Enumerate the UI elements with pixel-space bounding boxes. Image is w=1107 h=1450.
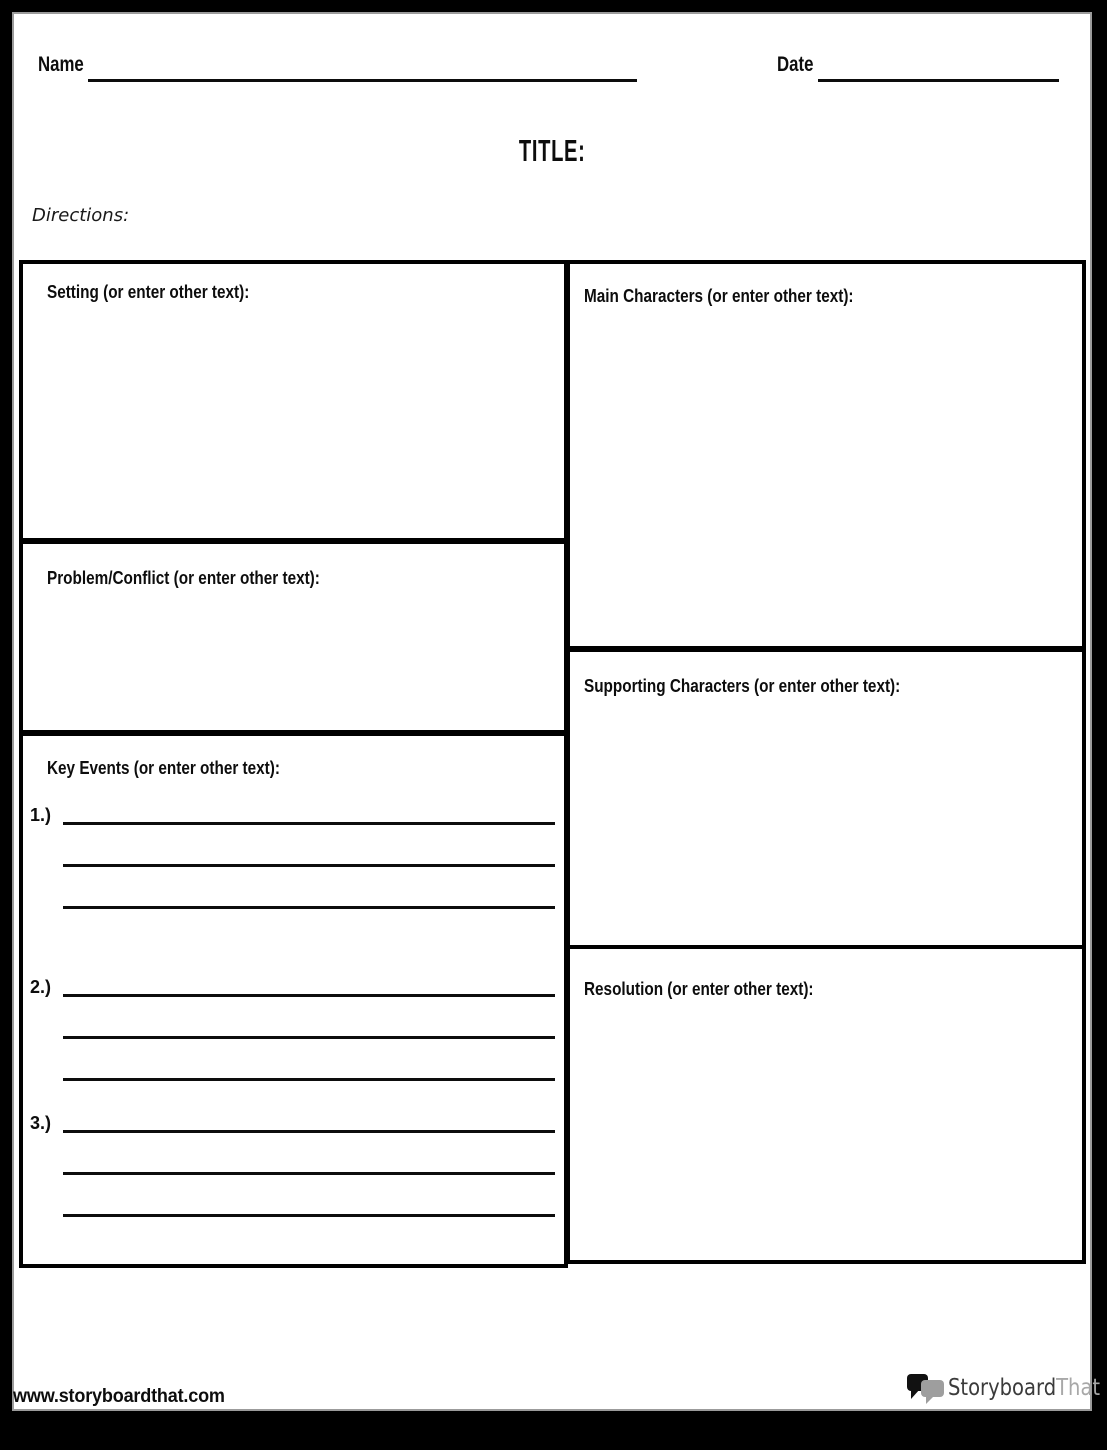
main-characters-box xyxy=(566,260,1086,650)
key-event-3-line-3[interactable] xyxy=(63,1214,555,1217)
key-event-1-number: 1.) xyxy=(30,805,52,825)
key-event-1-line-2[interactable] xyxy=(63,864,555,867)
logo-text-secondary: That xyxy=(1056,1375,1101,1401)
name-label xyxy=(38,54,95,75)
problem-conflict-box-label xyxy=(47,568,564,589)
key-events-box-label-text: Key Events (or enter other text): xyxy=(47,758,280,778)
storyboardthat-logo xyxy=(906,1371,1107,1407)
main-characters-box-label-text: Main Characters (or enter other text): xyxy=(584,286,854,306)
logo-wordmark xyxy=(948,1371,1100,1405)
key-event-3-line-1[interactable] xyxy=(63,1130,555,1133)
resolution-box-label-text: Resolution (or enter other text): xyxy=(584,979,814,999)
key-event-2-number: 2.) xyxy=(30,977,52,997)
key-event-3-line-2[interactable] xyxy=(63,1172,555,1175)
key-event-2-line-1[interactable] xyxy=(63,994,555,997)
key-event-2-line-3[interactable] xyxy=(63,1078,555,1081)
key-event-3-number: 3.) xyxy=(30,1113,52,1133)
name-label-text: Name xyxy=(38,53,84,76)
setting-box-label xyxy=(47,282,564,303)
key-event-1-line-1[interactable] xyxy=(63,822,555,825)
setting-box xyxy=(19,260,568,542)
date-label xyxy=(777,54,823,75)
problem-conflict-write-area[interactable] xyxy=(27,602,560,726)
supporting-characters-box-label-text: Supporting Characters (or enter other text): xyxy=(584,676,901,696)
date-label-text: Date xyxy=(777,53,814,76)
speech-bubbles-icon xyxy=(906,1371,946,1407)
main-characters-write-area[interactable] xyxy=(574,312,1078,642)
directions-label: Directions: xyxy=(32,205,130,226)
main-characters-box-label xyxy=(584,286,1082,307)
title-row xyxy=(0,133,1104,169)
supporting-characters-box xyxy=(566,648,1086,949)
logo-text-primary: Storyboard xyxy=(948,1375,1057,1401)
supporting-characters-write-area[interactable] xyxy=(574,710,1078,941)
supporting-characters-box-label xyxy=(584,676,1082,697)
name-field-line[interactable] xyxy=(88,79,637,82)
date-field-line[interactable] xyxy=(818,79,1059,82)
resolution-write-area[interactable] xyxy=(574,1015,1078,1256)
problem-conflict-box xyxy=(19,540,568,734)
resolution-box-label xyxy=(584,979,1082,1000)
key-events-box xyxy=(19,732,568,1268)
key-events-box-label xyxy=(47,758,564,779)
key-event-2-line-2[interactable] xyxy=(63,1036,555,1039)
setting-write-area[interactable] xyxy=(27,312,560,534)
problem-conflict-box-label-text: Problem/Conflict (or enter other text): xyxy=(47,568,320,588)
resolution-box xyxy=(566,945,1086,1264)
worksheet-title: TITLE: xyxy=(518,133,586,168)
website-url: www.storyboardthat.com xyxy=(13,1386,225,1407)
setting-box-label-text: Setting (or enter other text): xyxy=(47,282,250,302)
key-event-1-line-3[interactable] xyxy=(63,906,555,909)
